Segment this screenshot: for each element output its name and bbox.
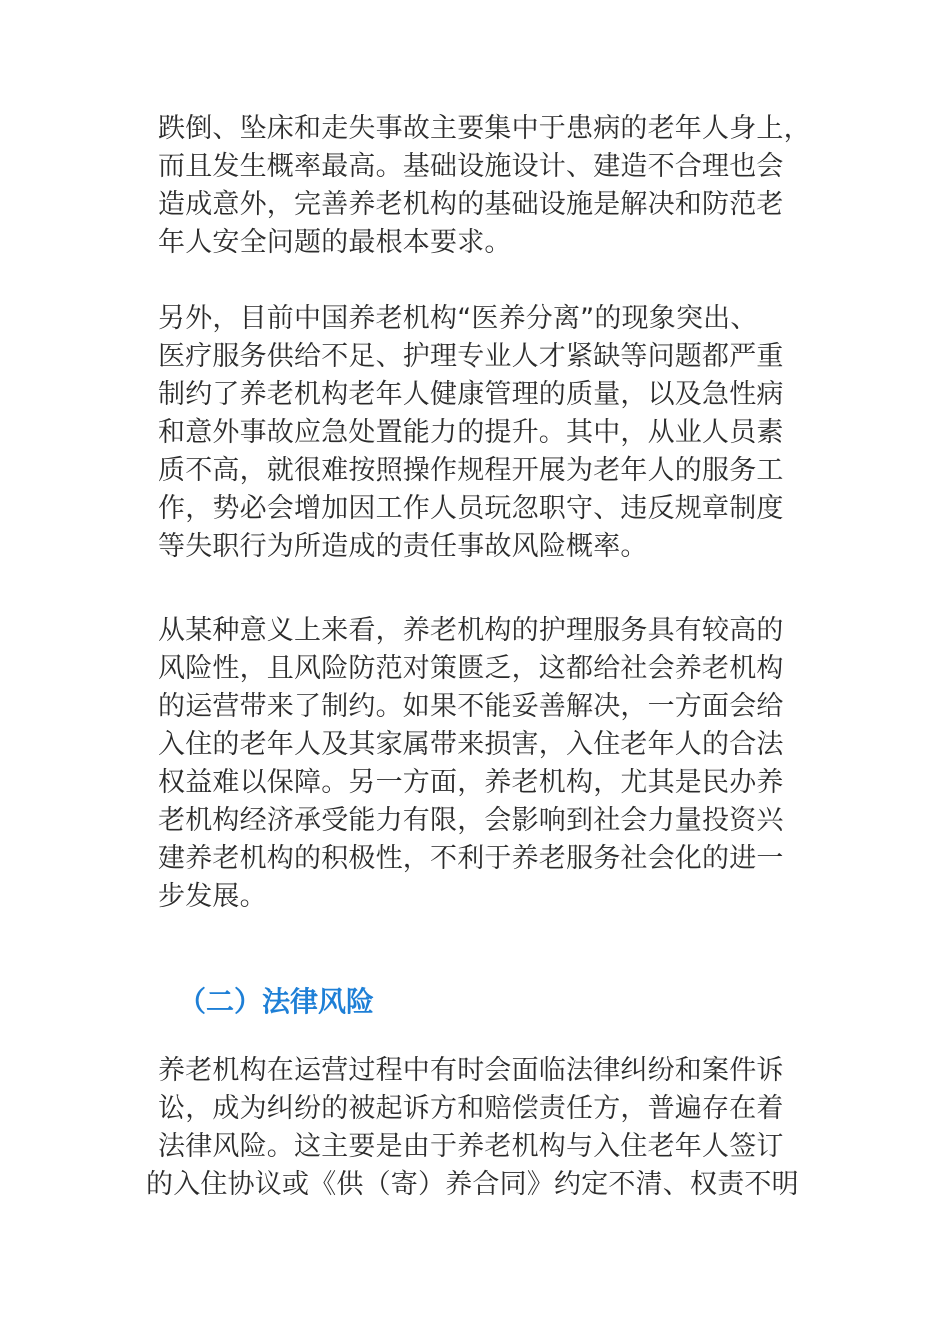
- paragraph-3: [158, 612, 798, 916]
- text-line: 的运营带来了制约。如果不能妥善解决，一方面会给: [158, 691, 784, 722]
- paragraph-2: [158, 300, 798, 566]
- text-line: 风险性，且风险防范对策匮乏，这都给社会养老机构: [158, 653, 784, 684]
- text-line: 质不高，就很难按照操作规程开展为老年人的服务工: [158, 455, 784, 486]
- text-line: 医疗服务供给不足、护理专业人才紧缺等问题都严重: [158, 341, 784, 372]
- paragraph-4: [146, 1052, 799, 1204]
- paragraph-1: [158, 110, 811, 262]
- text-line: 跌倒、坠床和走失事故主要集中于患病的老年人身上，: [158, 113, 811, 144]
- text-line: 从某种意义上来看，养老机构的护理服务具有较高的: [158, 615, 784, 646]
- text-line: 作，势必会增加因工作人员玩忽职守、违反规章制度: [158, 493, 784, 524]
- text-line: 造成意外，完善养老机构的基础设施是解决和防范老: [158, 189, 784, 220]
- text-line: 法律风险。这主要是由于养老机构与入住老年人签订: [158, 1131, 784, 1162]
- text-line: 养老机构在运营过程中有时会面临法律纠纷和案件诉: [158, 1055, 784, 1086]
- text-line: 制约了养老机构老年人健康管理的质量，以及急性病: [158, 379, 784, 410]
- text-line: 讼，成为纠纷的被起诉方和赔偿责任方，普遍存在着: [158, 1093, 784, 1124]
- text-line: 权益难以保障。另一方面，养老机构，尤其是民办养: [158, 767, 784, 798]
- text-line: 另外，目前中国养老机构“医养分离”的现象突出、: [158, 303, 758, 334]
- text-line: 而且发生概率最高。基础设施设计、建造不合理也会: [158, 151, 784, 182]
- text-line: 步发展。: [158, 881, 267, 912]
- text-line: 年人安全问题的最根本要求。: [158, 227, 512, 258]
- text-line: 入住的老年人及其家属带来损害，入住老年人的合法: [158, 729, 784, 760]
- text-line: 建养老机构的积极性，不利于养老服务社会化的进一: [158, 843, 784, 874]
- text-line: 和意外事故应急处置能力的提升。其中，从业人员素: [158, 417, 784, 448]
- text-line: 等失职行为所造成的责任事故风险概率。: [158, 531, 648, 562]
- text-line: 的入住协议或《供（寄）养合同》约定不清、权责不明: [146, 1169, 799, 1200]
- text-line: 老机构经济承受能力有限，会影响到社会力量投资兴: [158, 805, 784, 836]
- section-heading: （二）法律风险: [178, 985, 375, 1018]
